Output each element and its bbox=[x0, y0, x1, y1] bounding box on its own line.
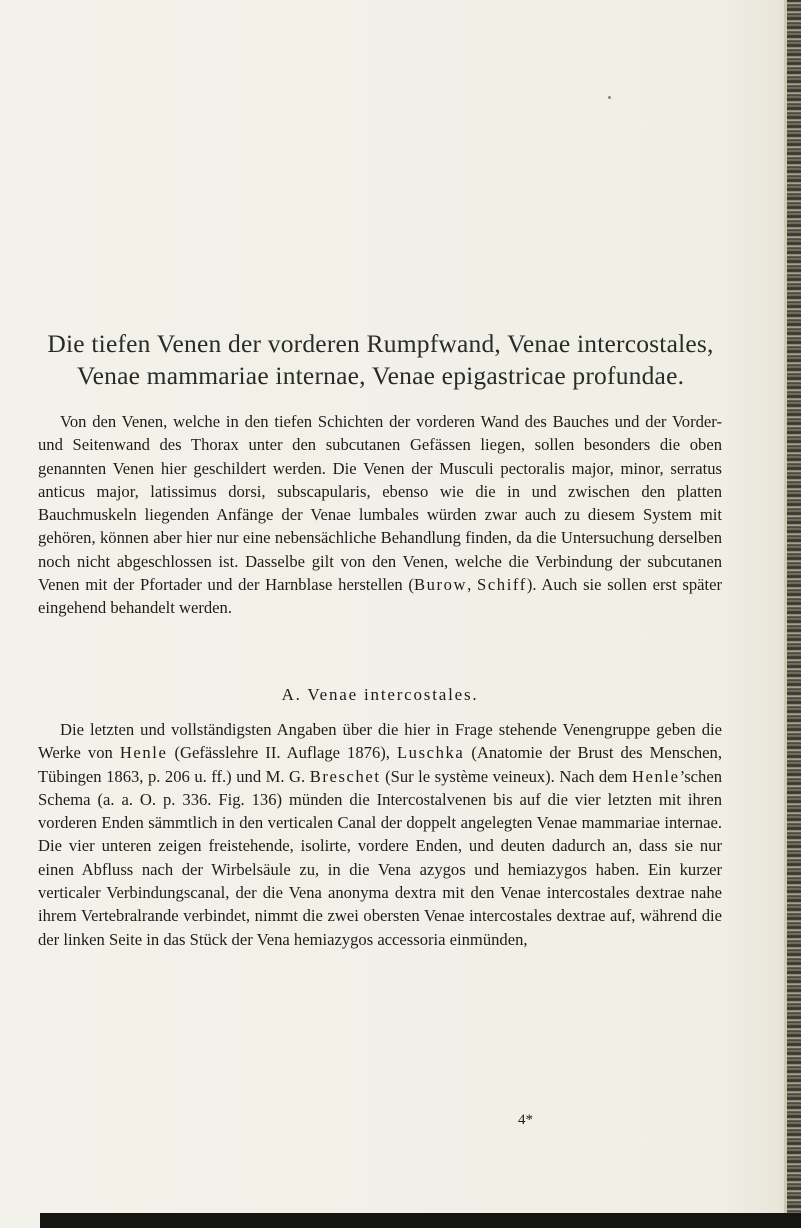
paragraph-1-part-2: , bbox=[467, 575, 478, 595]
chapter-title: Die tiefen Venen der vorderen Rumpfwand, Venae intercostales, Venae mammariae internae, Venae epigastricae profundae. bbox=[47, 329, 714, 390]
author-name: Henle bbox=[631, 766, 680, 786]
paragraph-1-text bbox=[38, 410, 722, 620]
page-edge-shadow bbox=[787, 0, 801, 1228]
speck-mark bbox=[608, 96, 611, 99]
bottom-scan-border bbox=[40, 1213, 801, 1228]
paragraph-2-part-3: (Anatomie der Brust des Menschen, Tübingen 1863, p. 206 u. ff.) und M. G. bbox=[38, 743, 722, 786]
author-name: Breschet bbox=[309, 766, 381, 786]
author-name: Luschka bbox=[396, 743, 465, 763]
paragraph-2-part-5: ’schen Schema (a. a. O. p. 336. Fig. 136) münden die Intercostalvenen bis auf die vier letzten mit ihren vorderen Enden sämmtlich in den verticalen Canal der doppelt angelegten Venae mammariae internae. Die vier unteren zeigen freistehende, isolirte, vordere Enden, und deuten dadurch an, dass sie nur einen Abfluss nach der Wirbelsäule zu, in die Vena azygos und hemiazygos haben. Ein kurzer verticaler Verbindungscanal, der die Vena anonyma dextra mit den Venae intercostales dextrae nahe ihrem Vertebralrande verbindet, nimmt die zwei obersten Venae intercostales dextrae auf, während die der linken Seite in das Stück der Vena hemiazygos accessoria einmünden, bbox=[38, 766, 722, 949]
paragraph-2 bbox=[38, 718, 722, 951]
paragraph-1-part-1: Von den Venen, welche in den tiefen Schichten der vorderen Wand des Bauches und der Vorder- und Seitenwand des Thorax unter den subcutanen Gefässen liegen, sollen besonders die oben genannten Venen hier geschildert werden. Die Venen der Musculi pectoralis major, minor, serratus anticus major, latissimus dorsi, subscapularis, ebenso wie die in und zwischen den platten Bauchmuskeln liegenden Anfänge der Venae lumbales würden zwar auch zu diesem System mit gehören, können aber hier nur eine nebensächliche Behandlung finden, da die Untersuchung derselben noch nicht abgeschlossen ist. Dasselbe gilt von den Venen, welche die Verbindung der subcutanen Venen mit der Pfortader und der Harnblase herstellen ( bbox=[38, 412, 722, 595]
paragraph-2-part-1: Die letzten und vollständigsten Angaben über die hier in Frage stehende Venengruppe geben die Werke von bbox=[38, 720, 722, 763]
paragraph-1 bbox=[38, 410, 722, 620]
author-name: Schiff bbox=[477, 575, 527, 595]
paragraph-1-part-3: ). Auch sie sollen erst später eingehend behandelt werden. bbox=[38, 575, 722, 618]
paragraph-2-part-4: (Sur le système veineux). Nach dem bbox=[380, 766, 632, 786]
paragraph-2-text bbox=[38, 718, 722, 951]
author-name: Burow bbox=[413, 575, 468, 595]
section-heading: A. Venae intercostales. bbox=[281, 685, 479, 704]
page-number: 4* bbox=[518, 1112, 533, 1128]
author-name: Henle bbox=[119, 743, 168, 763]
paragraph-2-part-2: (Gefässlehre II. Auflage 1876), bbox=[167, 743, 397, 763]
